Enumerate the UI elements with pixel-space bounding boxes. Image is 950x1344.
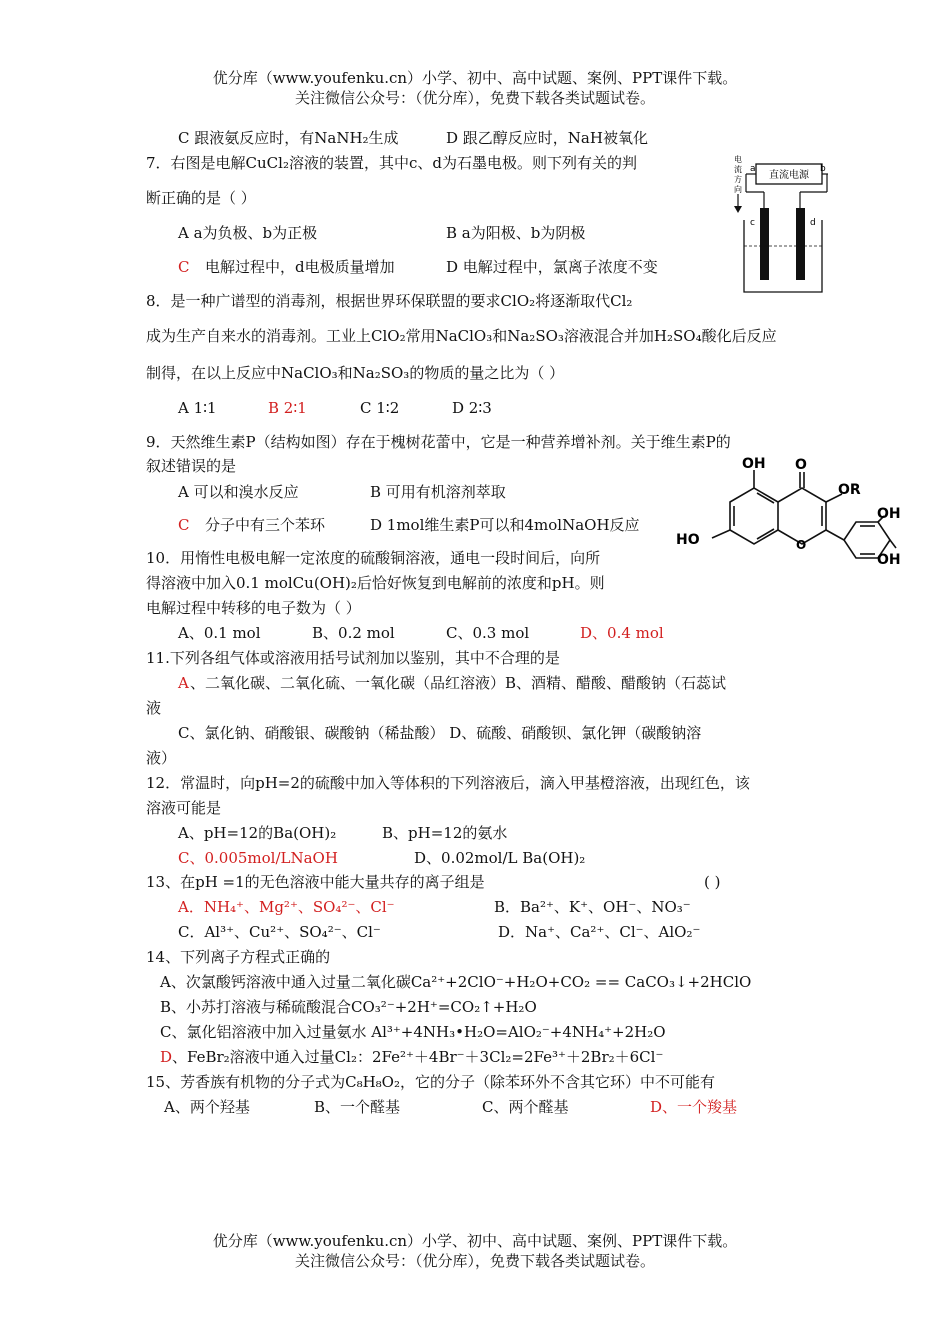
q13-option-d: D．Na⁺、Ca²⁺、Cl⁻、AlO₂⁻ <box>498 923 701 941</box>
header-line-2: 关注微信公众号：（优分库），免费下载各类试题试卷。 <box>294 89 655 107</box>
terminal-a: a <box>750 164 756 174</box>
q15-option-a: A、两个羟基 <box>164 1098 250 1116</box>
ho-left-label: HO <box>676 532 700 548</box>
q6-option-c: C 跟液氨反应时，有NaNH₂生成 <box>178 129 399 147</box>
q11-wrap-1: 液 <box>146 699 162 717</box>
power-supply-label: 直流电源 <box>769 170 809 181</box>
q13-stem: 13、在pH =1的无色溶液中能大量共存的离子组是 <box>146 873 485 891</box>
q9-line-2: 叙述错误的是 <box>146 457 237 475</box>
q14-option-a: A、次氯酸钙溶液中通入过量二氧化碳Ca²⁺+2ClO⁻+H₂O+CO₂ == CaCO₃↓+2HClO <box>160 973 752 991</box>
q11-wrap-2: 液） <box>146 749 177 767</box>
q12-line-1: 12．常温时，向pH=2的硫酸中加入等体积的下列溶液后，滴入甲基橙溶液，出现红色，该 <box>146 774 750 792</box>
q10-option-b: B、0.2 mol <box>312 624 395 642</box>
current-char-2: 流 <box>734 165 742 174</box>
q9-option-c: 分子中有三个苯环 <box>205 516 326 534</box>
electrode-c-label: c <box>750 218 755 228</box>
beaker <box>744 220 822 292</box>
oh-right-2-label: OH <box>877 552 901 568</box>
q15-stem: 15、芳香族有机物的分子式为C₈H₈O₂，它的分子（除苯环外不含其它环）中不可能有 <box>146 1073 715 1091</box>
vitamin-p-structure <box>672 452 904 582</box>
q8-option-d: D 2∶3 <box>452 399 492 417</box>
q7-stem-2: 断正确的是（ ） <box>146 189 256 207</box>
q9-option-b: B 可用有机溶剂萃取 <box>370 483 506 501</box>
q10-line-2: 得溶液中加入0.1 molCu(OH)₂后恰好恢复到电解前的浓度和pH。则 <box>146 574 605 592</box>
or-label: OR <box>838 482 861 498</box>
q14-option-c: C、氯化铝溶液中加入过量氨水 Al³⁺+4NH₃•H₂O=AlO₂⁻+4NH₄⁺+2H₂O <box>160 1023 666 1041</box>
q10-option-a: A、0.1 mol <box>178 624 261 642</box>
q14-stem: 14、下列离子方程式正确的 <box>146 948 331 966</box>
footer-line-2: 关注微信公众号：（优分库），免费下载各类试题试卷。 <box>294 1252 655 1270</box>
electrode-d-label: d <box>810 218 816 228</box>
q12-option-d: D、0.02mol/L Ba(OH)₂ <box>414 849 586 867</box>
q9-line-1: 9．天然维生素P（结构如图）存在于槐树花蕾中，它是一种营养增补剂。关于维生素P的 <box>146 433 731 451</box>
q7-stem-1: 7．右图是电解CuCl₂溶液的装置，其中c、d为石墨电极。则下列有关的判 <box>146 154 637 172</box>
q11-option-a-letter: A <box>178 674 189 692</box>
q8-option-c: C 1∶2 <box>360 399 400 417</box>
q9-option-d: D 1mol维生素P可以和4molNaOH反应 <box>370 516 640 534</box>
q8-line-2: 成为生产自来水的消毒剂。工业上ClO₂常用NaClO₃和Na₂SO₃溶液混合并加H₂SO₄酸化后反应 <box>146 327 777 345</box>
q10-line-3: 电解过程中转移的电子数为（ ） <box>146 599 361 617</box>
q7-option-a: A a为负极、b为正极 <box>178 224 318 242</box>
oh-right-1-label: OH <box>877 506 901 522</box>
q9-option-a: A 可以和溴水反应 <box>178 483 299 501</box>
q8-option-b: B 2∶1 <box>268 399 307 417</box>
q11-stem: 11.下列各组气体或溶液用括号试剂加以鉴别，其中不合理的是 <box>146 649 560 667</box>
q7-option-c-letter: C <box>178 258 190 276</box>
q13-answer-paren: ( ) <box>704 873 721 891</box>
q10-option-c: C、0.3 mol <box>446 624 530 642</box>
q12-option-a: A、pH=12的Ba(OH)₂ <box>178 824 337 842</box>
q10-line-1: 10．用惰性电极电解一定浓度的硫酸铜溶液，通电一段时间后，向所 <box>146 549 601 567</box>
q12-option-b: B、pH=12的氨水 <box>382 824 508 842</box>
q14-option-d: 、FeBr₂溶液中通入过量Cl₂：2Fe²⁺＋4Br⁻＋3Cl₂=2Fe³⁺＋2Br₂＋6Cl⁻ <box>172 1048 664 1066</box>
q7-option-b: B a为阳极、b为阴极 <box>446 224 586 242</box>
q11-option-c: C、氯化钠、硝酸银、碳酸钠（稀盐酸） D、硫酸、硝酸钡、氯化钾（碳酸钠溶 <box>178 724 702 742</box>
q8-line-1: 8．是一种广谱型的消毒剂，根据世界环保联盟的要求ClO₂将逐渐取代Cl₂ <box>146 292 633 310</box>
keto-o-label: O <box>795 457 807 473</box>
ring-a <box>730 488 778 544</box>
footer-line-1: 优分库（www.youfenku.cn）小学、初中、高中试题、案例、PPT课件下载。 <box>212 1232 738 1250</box>
q14-option-d-letter: D <box>160 1048 173 1066</box>
electrode-c <box>760 208 769 280</box>
q10-option-d: D、0.4 mol <box>580 624 664 642</box>
current-char-1: 电 <box>734 155 742 164</box>
q6-option-d: D 跟乙醇反应时，NaH被氧化 <box>446 129 648 147</box>
current-char-4: 向 <box>734 185 742 194</box>
q12-line-2: 溶液可能是 <box>146 799 222 817</box>
electrode-d <box>796 208 805 280</box>
q9-option-c-letter: C <box>178 516 190 534</box>
q15-option-c: C、两个醛基 <box>482 1098 569 1116</box>
terminal-b: b <box>820 164 826 174</box>
q12-option-c: C、0.005mol/LNaOH <box>178 849 338 867</box>
q8-option-a: A 1∶1 <box>178 399 217 417</box>
q7-option-d: D 电解过程中，氯离子浓度不变 <box>446 258 658 276</box>
q11-option-a: 、二氧化碳、二氧化硫、一氧化碳（品红溶液）B、酒精、醋酸、醋酸钠（石蕊试 <box>190 674 727 692</box>
electrolysis-diagram <box>728 150 828 300</box>
ring-o-label: O <box>796 538 807 552</box>
q7-option-c: 电解过程中，d电极质量增加 <box>205 258 395 276</box>
header-line-1: 优分库（www.youfenku.cn）小学、初中、高中试题、案例、PPT课件下载。 <box>212 69 738 87</box>
current-char-3: 方 <box>734 175 742 184</box>
q14-option-b: B、小苏打溶液与稀硫酸混合CO₃²⁻+2H⁺=CO₂↑+H₂O <box>160 998 537 1016</box>
q8-line-3: 制得，在以上反应中NaClO₃和Na₂SO₃的物质的量之比为（ ） <box>146 364 565 382</box>
oh-top-label: OH <box>742 456 766 472</box>
q13-option-b: B．Ba²⁺、K⁺、OH⁻、NO₃⁻ <box>494 898 691 916</box>
q13-option-a: A．NH₄⁺、Mg²⁺、SO₄²⁻、Cl⁻ <box>178 898 395 916</box>
ring-c <box>778 488 826 544</box>
q15-option-b: B、一个醛基 <box>314 1098 401 1116</box>
q15-option-d: D、一个羧基 <box>650 1098 738 1116</box>
q13-option-c: C．Al³⁺、Cu²⁺、SO₄²⁻、Cl⁻ <box>178 923 381 941</box>
